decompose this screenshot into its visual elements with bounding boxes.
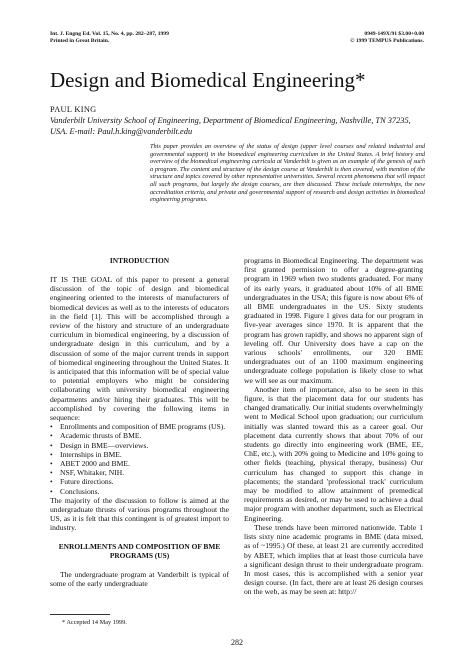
list-item: • Enrollments and composition of BME programs (US). — [50, 422, 226, 432]
abstract: This paper provides an overview of the status of design (upper level courses and related industrial and governmental support) in the biomedical engineering curriculum in the United States. A brief history and overview of the biomedical engineering curricula at Vanderbilt is given as an example of the genesis of such a program. The content and structure of the design course at Vanderbilt is then covered, with mention of the structure and topics covered by other representative universities. Several recent phenomena that will impact all such programs, but largely the design courses, are then discussed. These include internships, the new accreditation criteria, and private and governmental support of research and design activities in biomedical engineering programs. — [150, 143, 425, 204]
list-item: • Future directions. — [50, 477, 114, 487]
journal-header — [50, 31, 169, 45]
introduction-paragraph: IT IS THE GOAL of this paper to present a general discussion of the topic of design and biomedical engineering oriented to the interests of manufacturers of biomedical devices as well as to the interests of educators in the field [1]. This will be accomplished through a review of the history and structure of an undergraduate curriculum in biomedical engineering, by a discussion of undergraduate design in this curriculum, and by a discussion of some of the major current trends in support of biomedical engineering throughout the United States. It is anticipated that this information will be of special value to potential employers who might be considering collaborating with university biomedical engineering departments and/or hiring their graduates. This will be accomplished by covering the following items in sequence: — [50, 275, 229, 423]
enrollments-paragraph: The undergraduate program at Vanderbilt is typical of some of the early undergraduate — [50, 569, 229, 588]
right-column — [244, 256, 423, 597]
list-item: • Academic thrusts of BME. — [50, 431, 142, 441]
journal-citation: Int. J. Engng Ed. Vol. 15, No. 4, pp. 282–287, 1999 — [50, 31, 169, 37]
author-affiliation: Vanderbilt University School of Engineering, Department of Biomedical Engineering, Nashville, TN 37235, USA. E-mail: Paul.h.king@vanderbilt.edu — [50, 116, 411, 136]
program-history-paragraph: programs in Biomedical Engineering. The department was first granted permission to offer a degree-granting program in 1969 when two students graduated. For many of its early years, it graduated about 10% of all BME undergraduates in the USA; this figure is now about 6% of all BME undergraduates in the US. Sixty students graduated in 1998. Figure 1 gives data for our program in five-year averages since 1970. It is apparent that the program has grown rapidly, and shows no apparent sign of leveling off. Our University does have a cap on the various schools' enrollments, our 320 BME undergraduates out of an 1100 maximum engineering undergraduate college population is likely close to what we will see as our maximum. — [244, 256, 423, 385]
footnote-divider — [50, 614, 110, 615]
enrollments-heading: ENROLLMENTS AND COMPOSITION OF BME PROGRAMS (US) — [58, 541, 221, 560]
issn-price: 0949-149X/91 $3.00+0.00 — [364, 31, 424, 37]
placement-paragraph: Another item of importance, also to be seen in this figure, is that the placement data for our students has changed dramatically. Our initial students overwhelmingly went to Medical School upon graduation; our curriculum initially was slanted toward this as a career goal. Our placement data currently shows that about 70% of our students go directly into engineering work (BME, EE, ChE, etc.), with 20% going to Medicine and 10% going to other fields (teaching, physical therapy, business) Our curriculum has changed to support this change in placements; the standard 'professional track' curriculum may be modified to allow attainment of premedical requirements as desired, or may be used to achieve a dual major program with another department, such as Electrical Engineering. — [244, 384, 423, 523]
majority-paragraph: The majority of the discussion to follow is aimed at the undergraduate thrusts of various programs throughout the US, as it is felt that this contingent is of greatest import to industry. — [50, 495, 229, 533]
bullet-icon: • — [50, 422, 53, 432]
national-trends-paragraph: These trends have been mirrored nationwide. Table 1 lists sixty nine academic programs in BME (data mixed, as of ~1995.) Of these, at least 21 are currently accredited by ABET, which implies that at least those curricula have a significant design thrust to their undergraduate program. In most cases, this is accomplished with a senior year design course. (In fact, there are at least 26 design courses on the web, as may be seen at: http:// — [244, 522, 423, 597]
copyright: © 1999 TEMPUS Publications. — [350, 38, 424, 45]
list-item: • Design in BME—overviews. — [50, 440, 149, 450]
paper-title: Design and Biomedical Engineering* — [50, 68, 366, 92]
list-item: • Internships in BME. — [50, 449, 122, 459]
bullet-icon: • — [50, 459, 53, 469]
topic-list — [50, 422, 229, 496]
left-column — [50, 256, 229, 588]
page-number: 282 — [231, 638, 243, 647]
bullet-icon: • — [50, 449, 53, 459]
bullet-icon: • — [50, 486, 53, 496]
bullet-icon: • — [50, 477, 53, 487]
introduction-heading: INTRODUCTION — [109, 256, 170, 265]
publisher-header — [350, 31, 424, 45]
list-item: • NSF, Whitaker, NIH. — [50, 468, 125, 478]
list-item: • Conclusions. — [50, 486, 100, 496]
bullet-icon: • — [50, 440, 53, 450]
author-name: PAUL KING — [50, 105, 97, 114]
bullet-icon: • — [50, 431, 53, 441]
bullet-icon: • — [50, 468, 53, 478]
printed-in: Printed in Great Britain. — [50, 38, 110, 45]
list-item: • ABET 2000 and BME. — [50, 459, 130, 469]
footnote: * Accepted 14 May 1999. — [62, 619, 127, 626]
